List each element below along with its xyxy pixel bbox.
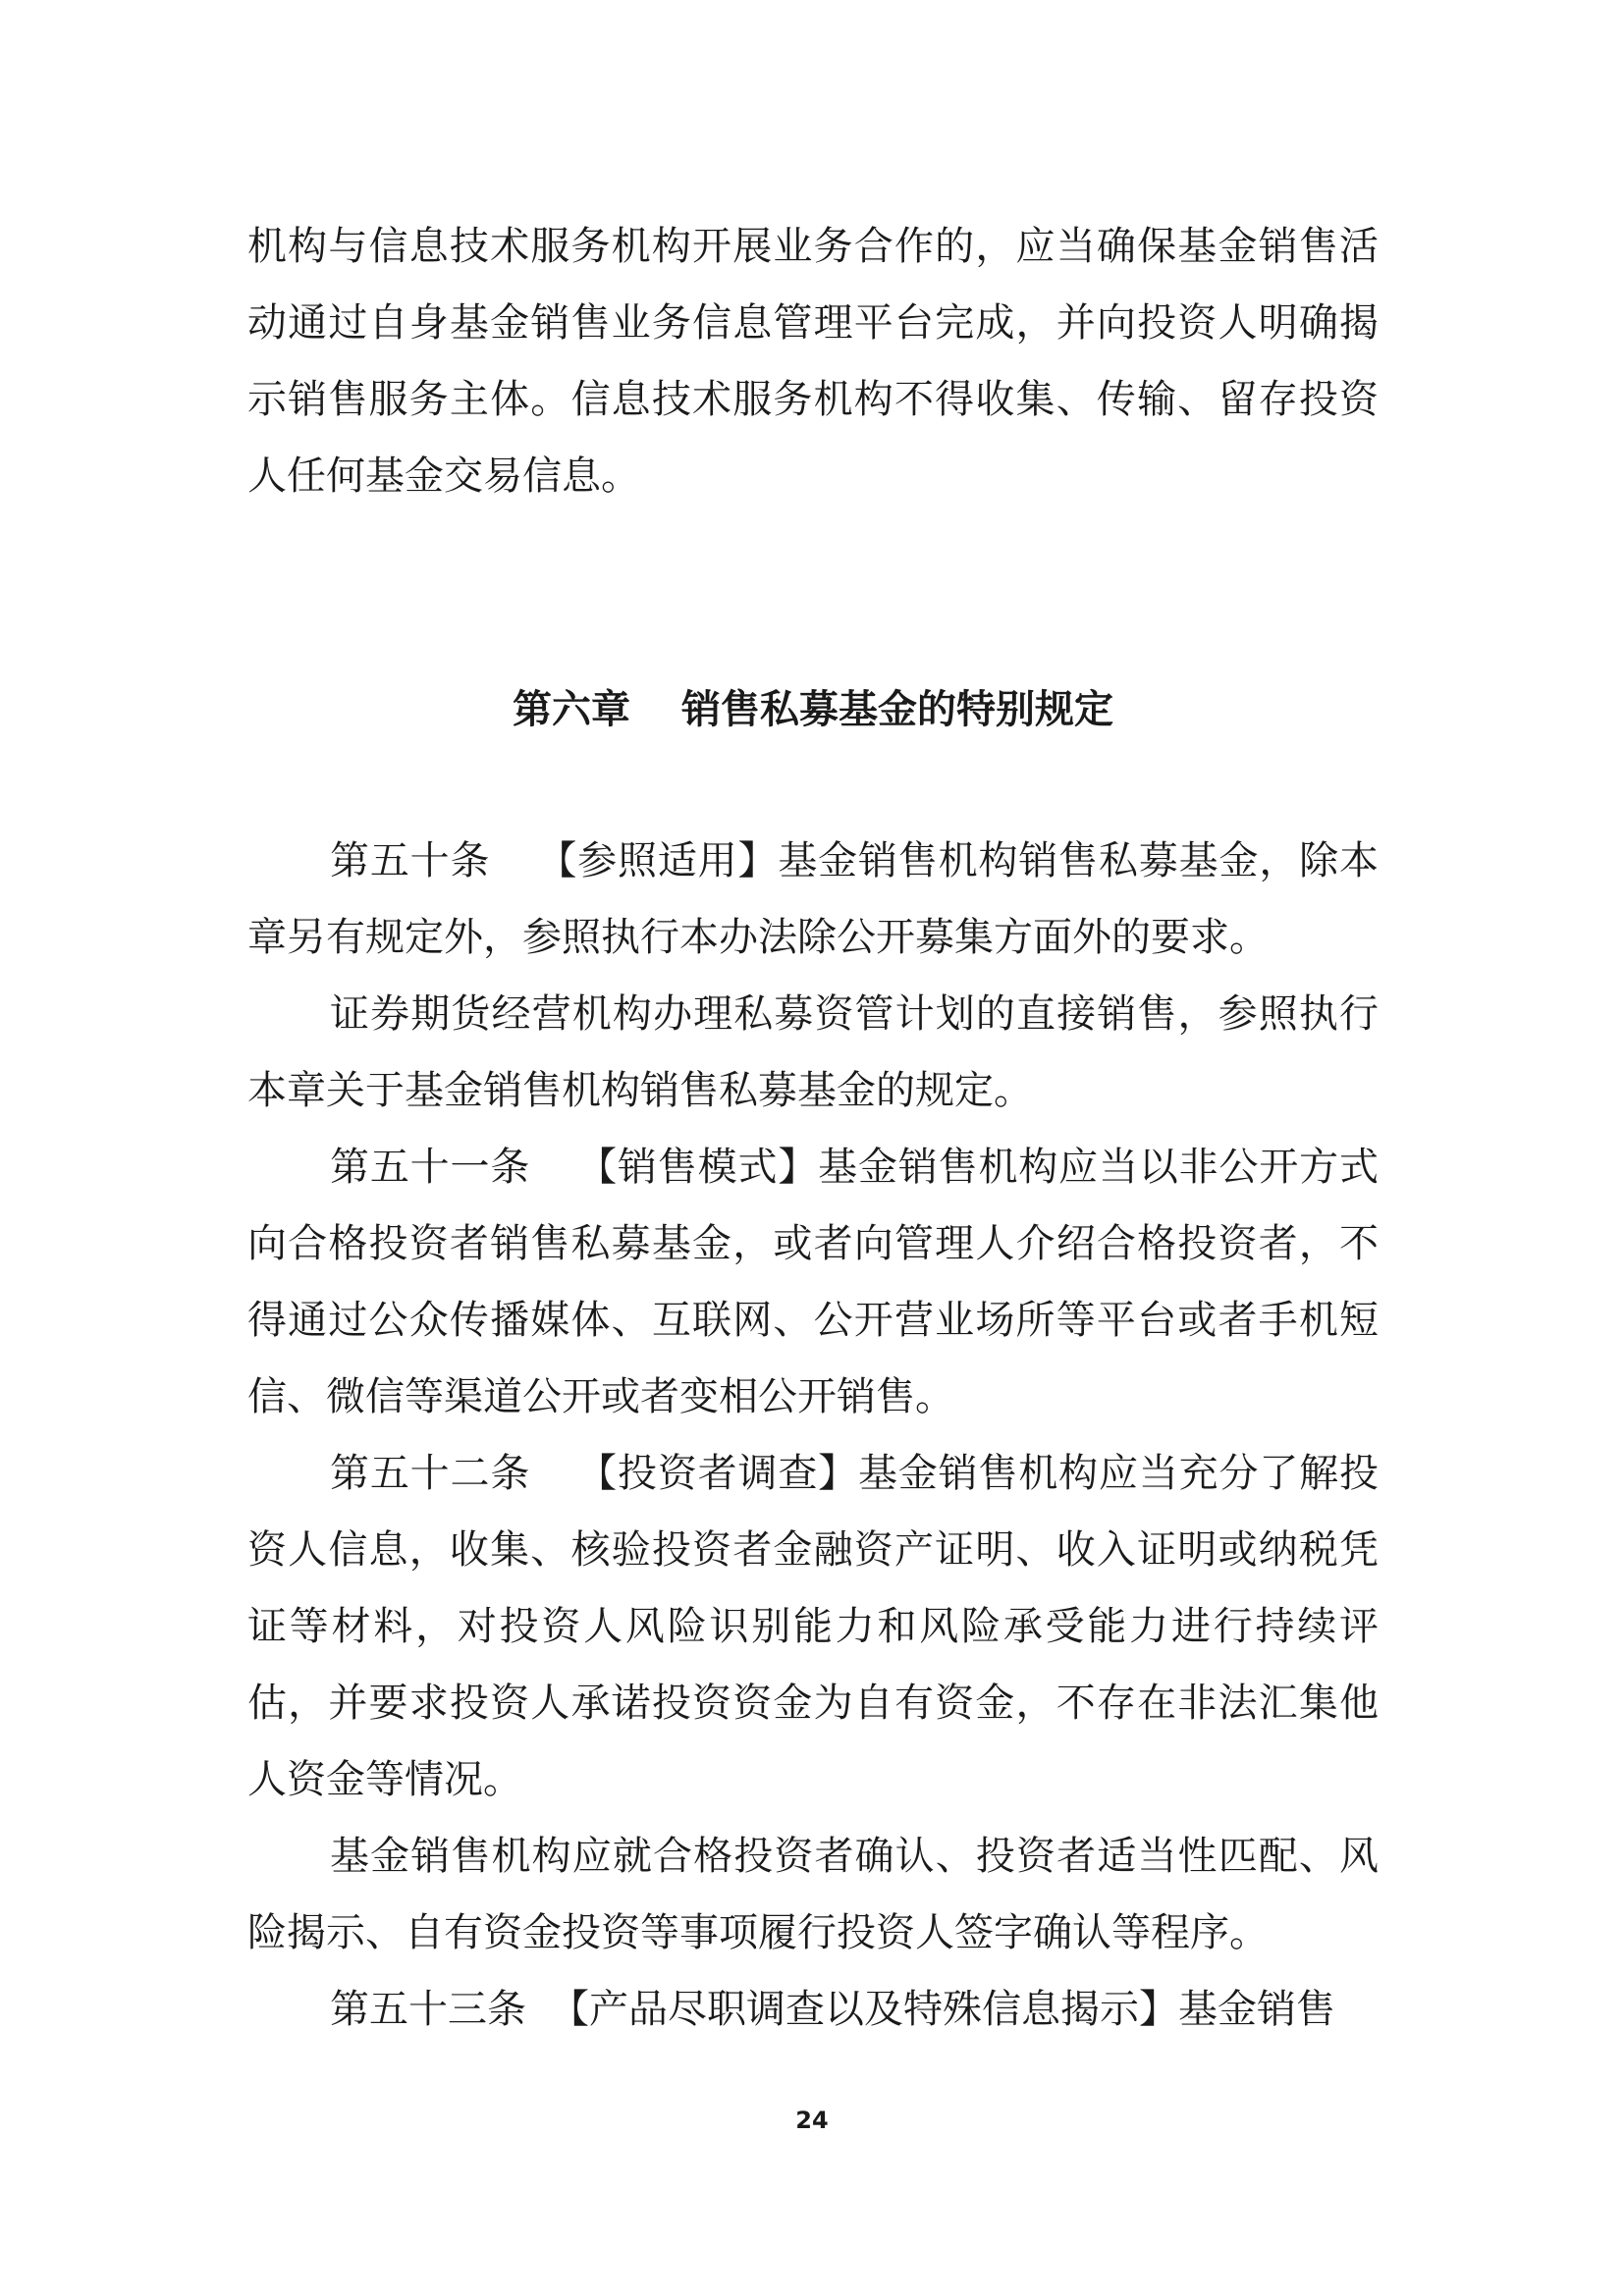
chapter-number: 第六章 bbox=[513, 687, 630, 732]
chapter-heading bbox=[247, 671, 1379, 748]
article-number: 第五十一条 bbox=[330, 1145, 531, 1190]
article-text: 基金销售机构销售私募基金，除本章另有规定外，参照执行本办法除公开募集方面外的要求。 bbox=[247, 838, 1380, 960]
article-paragraph bbox=[247, 823, 1379, 976]
article-heading: 【销售模式】 bbox=[577, 1145, 819, 1190]
article-number: 第五十三条 bbox=[330, 1987, 526, 2032]
continuation-text: 机构与信息技术服务机构开展业务合作的，应当确保基金销售活动通过自身基金销售业务信息管理平台完成，并向投资人明确揭示销售服务主体。信息技术服务机构不得收集、传输、留存投资人任何基金交易信息。 bbox=[247, 224, 1379, 499]
article-paragraph bbox=[247, 1129, 1379, 1435]
article-paragraph bbox=[247, 976, 1379, 1129]
article-heading: 【产品尽职调查以及特殊信息揭示】 bbox=[550, 1987, 1178, 2032]
chapter-body bbox=[247, 823, 1379, 2048]
article-text: 基金销售机构应就合格投资者确认、投资者适当性匹配、风险揭示、自有资金投资等事项履行投资人签字确认等程序。 bbox=[247, 1834, 1379, 1955]
article-paragraph bbox=[247, 1971, 1379, 2048]
article-text: 基金销售机构应当以非公开方式向合格投资者销售私募基金，或者向管理人介绍合格投资者，不得通过公众传播媒体、互联网、公开营业场所等平台或者手机短信、微信等渠道公开或者变相公开销售。 bbox=[247, 1145, 1380, 1419]
page-number: 24 bbox=[795, 2107, 829, 2134]
continuation-paragraph bbox=[247, 208, 1379, 514]
article-number: 第五十条 bbox=[330, 838, 491, 883]
article-text: 证券期货经营机构办理私募资管计划的直接销售，参照执行本章关于基金销售机构销售私募基金的规定。 bbox=[247, 991, 1379, 1113]
article-paragraph bbox=[247, 1435, 1379, 1818]
article-text: 基金销售机构应当充分了解投资人信息，收集、核验投资者金融资产证明、收入证明或纳税凭证等材料，对投资人风险识别能力和风险承受能力进行持续评估，并要求投资人承诺投资资金为自有资金，不存在非法汇集他人资金等情况。 bbox=[247, 1451, 1380, 1802]
article-heading: 【参照适用】 bbox=[537, 838, 779, 883]
article-paragraph bbox=[247, 1818, 1379, 1971]
article-heading: 【投资者调查】 bbox=[577, 1451, 859, 1496]
article-number: 第五十二条 bbox=[330, 1451, 531, 1496]
chapter-title: 销售私募基金的特别规定 bbox=[681, 687, 1113, 732]
article-text: 基金销售 bbox=[1178, 1987, 1335, 2032]
